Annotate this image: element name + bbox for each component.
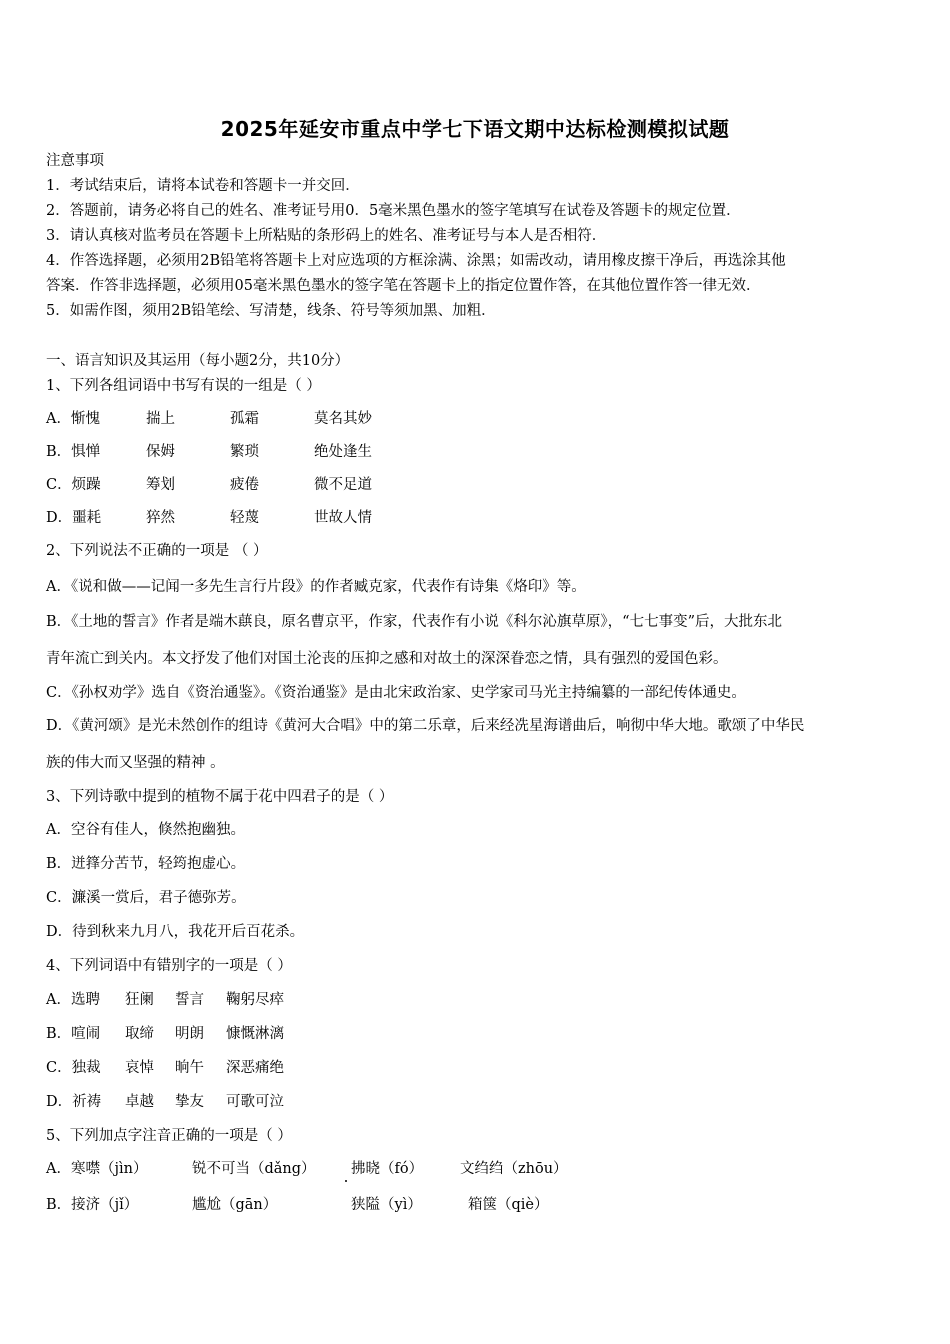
- question-2-stem: 2、下列说法不正确的一项是 （ ）: [46, 543, 268, 559]
- question-2-option-b: B．《土地的誓言》作者是端木蕻良，原名曹京平，作家，代表作有小说《科尔沁旗草原》，“七七事变”后，大批东北: [46, 614, 782, 630]
- question-2-option-d: D．《黄河颂》是光未然创作的组诗《黄河大合唱》中的第二乐章，后来经冼星海谱曲后，响彻中华大地。歌颂了中华民: [46, 718, 805, 734]
- notice-heading: 注意事项: [46, 153, 104, 169]
- question-1-stem: 1、下列各组词语中书写有误的一组是（ ）: [46, 378, 321, 394]
- notice-line: 答案．作答非选择题，必须用05毫米黑色墨水的签字笔在答题卡上的指定位置作答，在其他位置作答一律无效．: [46, 278, 761, 294]
- question-3-option-d: D．待到秋来九月八，我花开后百花杀。: [46, 924, 305, 940]
- question-3-option-b: B．迸箨分苦节，轻筠抱虚心。: [46, 856, 246, 872]
- notice-line: 1．考试结束后，请将本试卷和答题卡一并交回．: [46, 178, 360, 194]
- notice-line: 2．答题前，请务必将自己的姓名、准考证号用0．5毫米黑色墨水的签字笔填写在试卷及答题卡的规定位置．: [46, 203, 741, 219]
- question-2-option-a: A．《说和做——记闻一多先生言行片段》的作者臧克家，代表作有诗集《烙印》等。: [46, 579, 586, 595]
- question-2-option-c: C．《孙权劝学》选自《资治通鉴》。《资治通鉴》是由北宋政治家、史学家司马光主持编纂的一部纪传体通史。: [46, 685, 746, 701]
- notice-line: 4．作答选择题，必须用2B铅笔将答题卡上对应选项的方框涂满、涂黑；如需改动，请用橡皮擦干净后，再选涂其他: [46, 253, 786, 269]
- section-heading: 一、语言知识及其运用（每小题2分，共10分）: [46, 353, 350, 369]
- question-5-stem: 5、下列加点字注音正确的一项是（ ）: [46, 1128, 292, 1144]
- notice-line: 5．如需作图，须用2B铅笔绘、写清楚，线条、符号等须加黑、加粗．: [46, 303, 496, 319]
- question-3-option-c: C．濂溪一赏后，君子德弥芳。: [46, 890, 246, 906]
- emphasis-dot: [345, 1180, 347, 1182]
- question-3-stem: 3、下列诗歌中提到的植物不属于花中四君子的是（ ）: [46, 789, 394, 805]
- question-2-option-d-cont: 族的伟大而又坚强的精神 。: [46, 755, 225, 771]
- notice-line: 3．请认真核对监考员在答题卡上所粘贴的条形码上的姓名、准考证号与本人是否相符．: [46, 228, 607, 244]
- page-title: 2025年延安市重点中学七下语文期中达标检测模拟试题: [220, 117, 730, 141]
- question-3-option-a: A．空谷有佳人，倏然抱幽独。: [46, 822, 245, 838]
- exam-page: 2025年延安市重点中学七下语文期中达标检测模拟试题 注意事项 1．考试结束后，请将本试卷和答题卡一并交回． 2．答题前，请务必将自己的姓名、准考证号用0．5毫米黑色墨水的签字笔填写在试卷及答题卡的规定位置． 3．请认真核对监考员在答题卡上所粘贴的条形码上的姓名、准考证号与本人是否相符． 4．作答选择题，必须用2B铅笔将答题卡上对应选项的方框涂满、涂黑；如需改动，请用橡皮擦干净后，再选涂其他 答案．作答非选择题，必须用05毫米黑色墨水的签字笔在答题卡上的指定位置作答，在其他位置作答一律无效． 5．如需作图，须用2B铅笔绘、写清楚，线条、符号等须加黑、加粗． 一、语言知识及其运用（每小题2分，共10分） 1、下列各组词语中书写有误的一组是（ ） A．惭愧 揣上 孤霜 莫名其妙 B．惧惮 保姆 繁琐 绝处逢生 C．烦躁 筹划 疲倦 微不足道 D．噩耗 猝然 轻蔑 世故人情 2、下列说法不正确的一项是 （ ） A．《说和做——记闻一多先生言行片段》的作者臧克家，代表作有诗集《烙印》等。 B．《土地的誓言》作者是端木蕻良，原名曹京平，作家，代表作有小说《科尔沁旗草原》，“七七事变”后，大批东北 青年流亡到关内。本文抒发了他们对国土沦丧的压抑之感和对故土的深深眷恋之情，具有强烈的爱国色彩。 C．《孙权劝学》选自《资治通鉴》。《资治通鉴》是由北宋政治家、史学家司马光主持编纂的一部纪传体通史。 D．《黄河颂》是光未然创作的组诗《黄河大合唱》中的第二乐章，后来经冼星海谱曲后，响彻中华大地。歌颂了中华民 族的伟大而又坚强的精神 。 3、下列诗歌中提到的植物不属于花中四君子的是（ ） A．空谷有佳人，倏然抱幽独。 B．迸箨分苦节，轻筠抱虚心。 C．濂溪一赏后，君子德弥芳。 D．待到秋来九月八，我花开后百花杀。 4、下列词语中有错别字的一项是（ ） A．选聘 狂阑 誓言 鞠躬尽瘁 B．喧闹 取缔 明朗 慷慨淋漓 C．独裁 哀悼 晌午 深恶痛绝 D．祈祷 卓越 挚友 可歌可泣 5、下列加点字注音正确的一项是（ ） A．寒噤（jìn） 锐不可当（dǎng） 拂晓（fó） 文绉绉（zhōu） B．接济（jǐ） 尴尬（gān） 狭隘（yì） 箱箧（qiè）: [0, 0, 950, 1344]
- question-4-stem: 4、下列词语中有错别字的一项是（ ）: [46, 958, 292, 974]
- question-2-option-b-cont: 青年流亡到关内。本文抒发了他们对国土沦丧的压抑之感和对故土的深深眷恋之情，具有强烈的爱国色彩。: [46, 651, 728, 667]
